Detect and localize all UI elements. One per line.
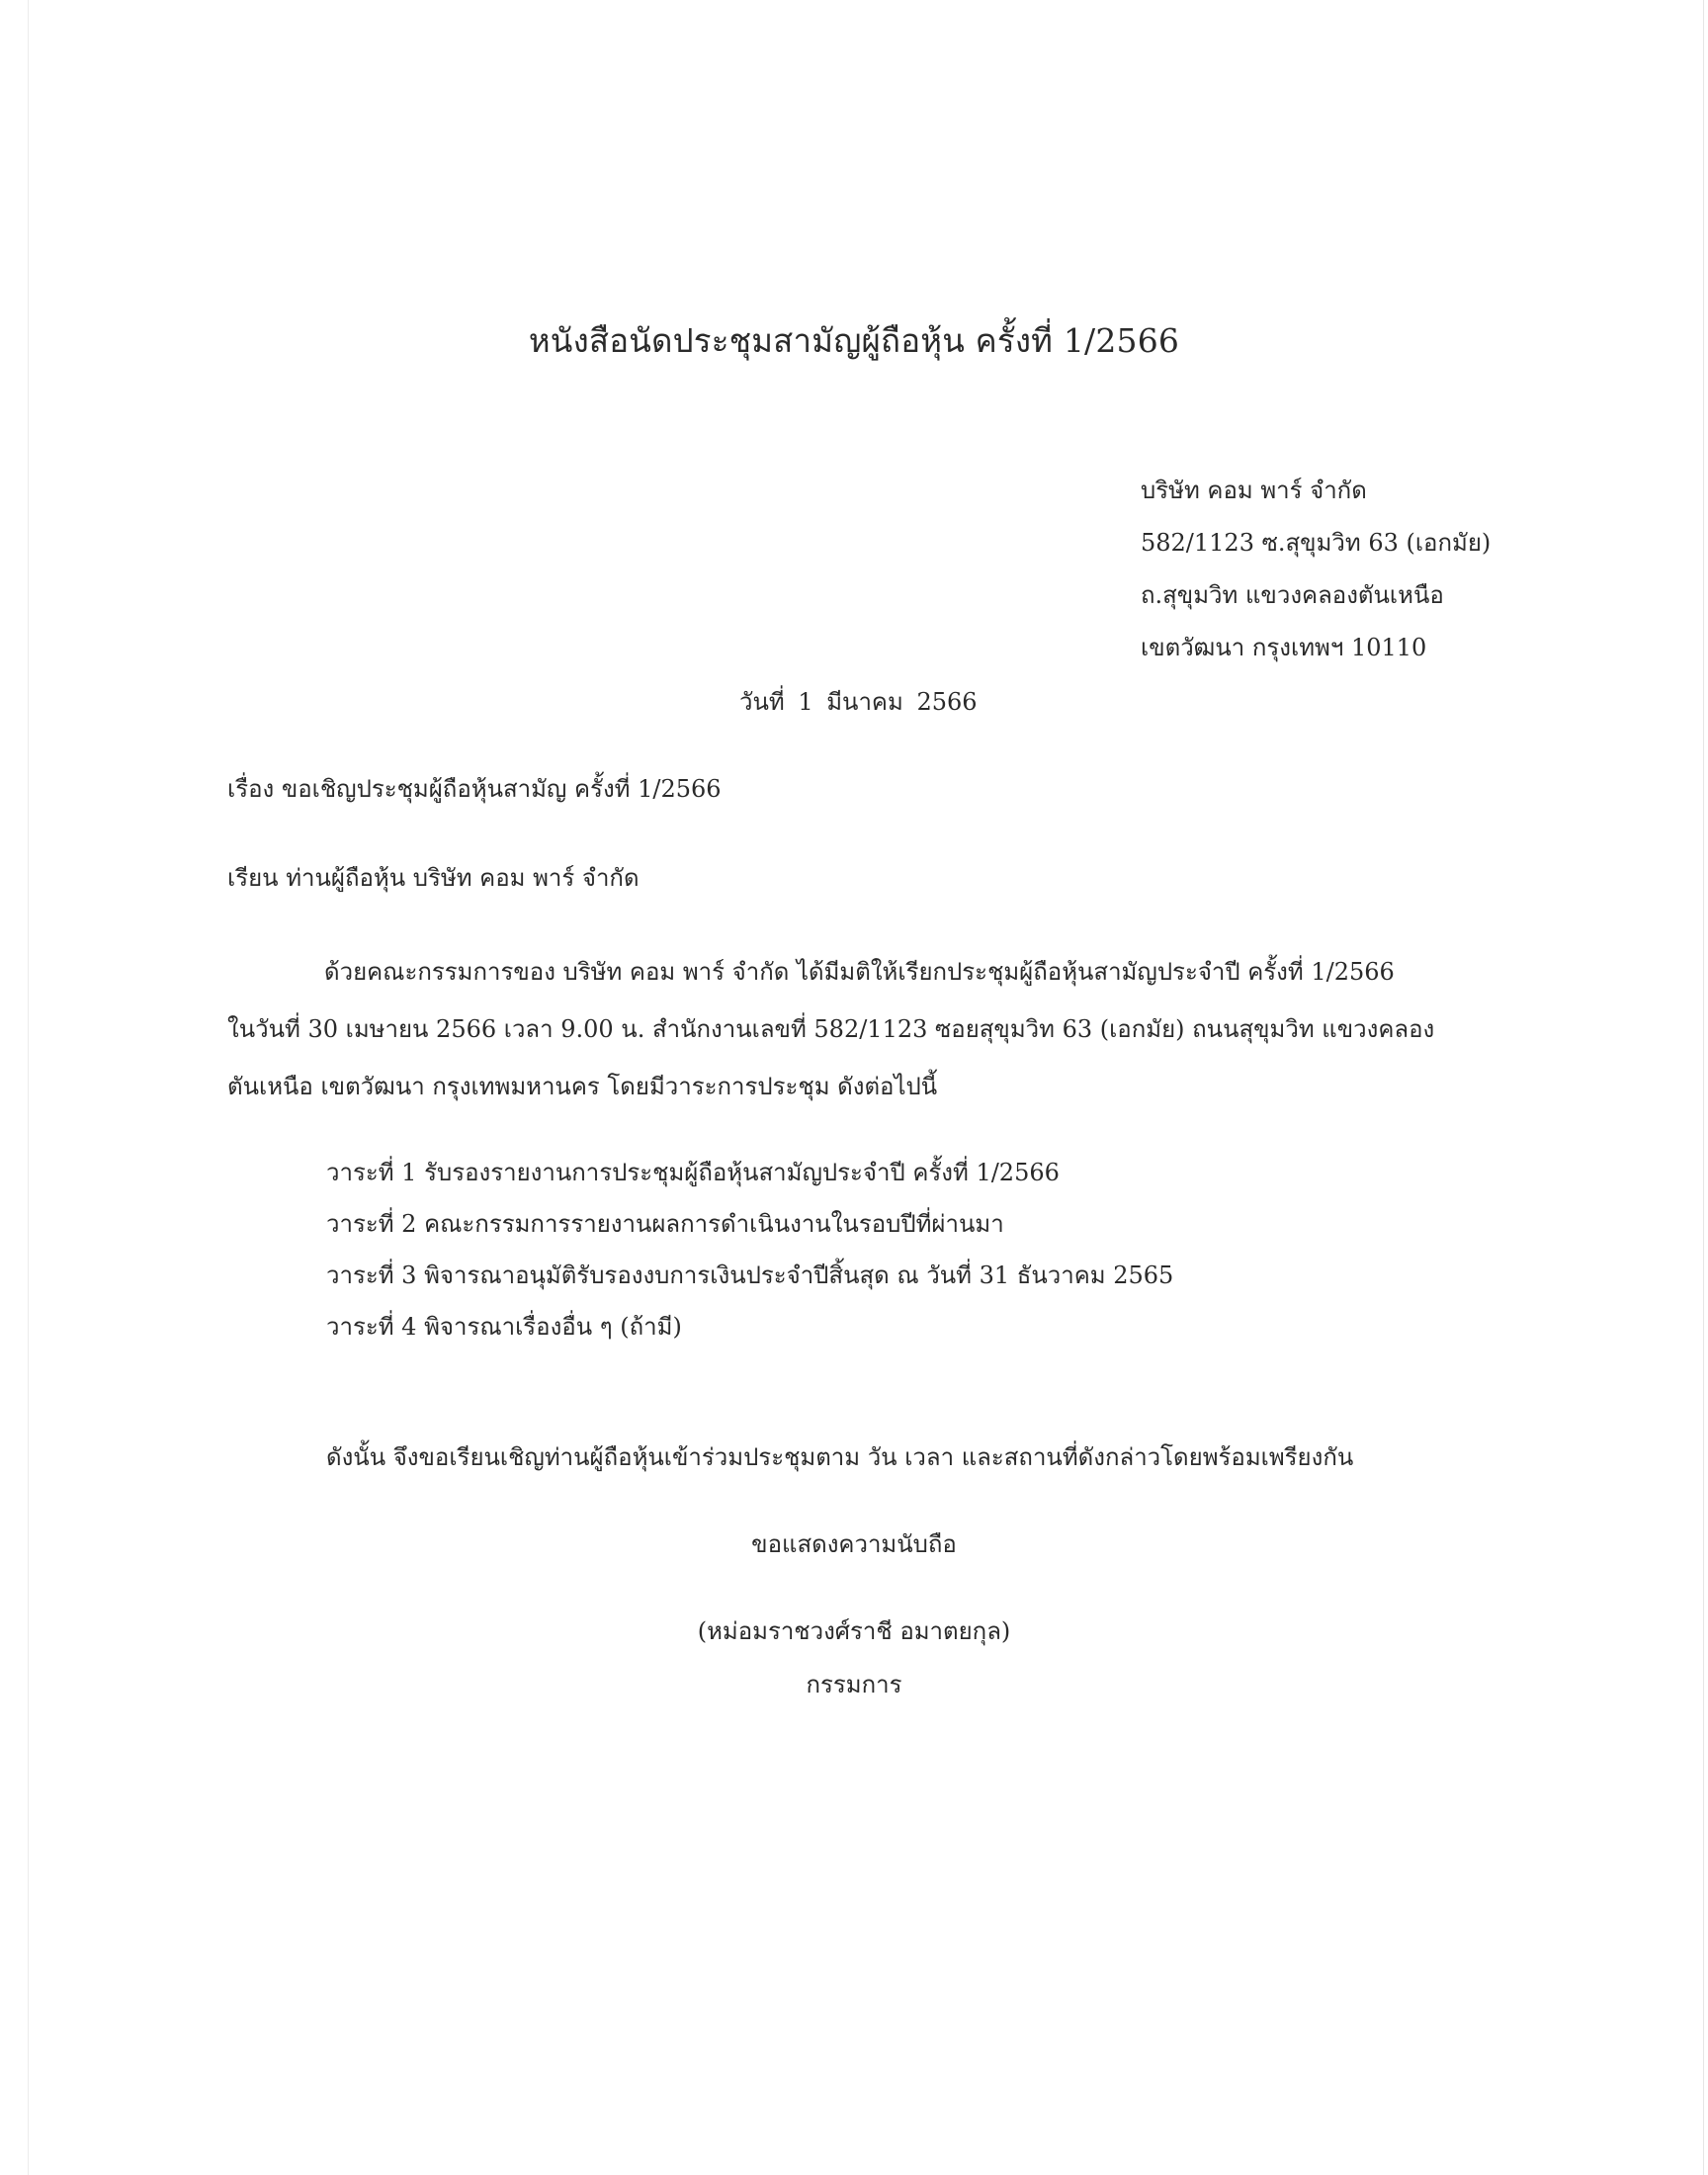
address-line: 582/1123 ซ.สุขุมวิท 63 (เอกมัย): [1141, 529, 1492, 557]
agenda-item: วาระที่ 1 รับรองรายงานการประชุมผู้ถือหุ้นสามัญประจำปี ครั้งที่ 1/2566: [326, 1159, 1060, 1186]
signer-name: (หม่อมราชวงศ์ราชี อมาตยกุล): [697, 1617, 1011, 1645]
closing-regards: ขอแสดงความนับถือ: [751, 1530, 957, 1558]
address-line: เขตวัฒนา กรุงเทพฯ 10110: [1141, 634, 1427, 661]
agenda-item: วาระที่ 3 พิจารณาอนุมัติรับรองงบการเงินประจำปีสิ้นสุด ณ วันที่ 31 ธันวาคม 2565: [326, 1262, 1174, 1289]
signer-title: กรรมการ: [806, 1671, 902, 1698]
closing-paragraph: ดังนั้น จึงขอเรียนเชิญท่านผู้ถือหุ้นเข้าร่วมประชุมตาม วัน เวลา และสถานที่ดังกล่าวโดยพร้อมเพรียงกัน: [326, 1443, 1354, 1471]
letter-subject: เรื่อง ขอเชิญประชุมผู้ถือหุ้นสามัญ ครั้งที่ 1/2566: [227, 775, 722, 803]
body-line: ด้วยคณะกรรมการของ บริษัท คอม พาร์ จำกัด ได้มีมติให้เรียกประชุมผู้ถือหุ้นสามัญประจำปี ครั้งที่ 1/2566: [324, 958, 1395, 986]
letter-date: วันที่ 1 มีนาคม 2566: [739, 688, 978, 716]
body-paragraph: [227, 943, 1475, 1115]
document-title: หนังสือนัดประชุมสามัญผู้ถือหุ้น ครั้งที่ 1/2566: [528, 321, 1180, 360]
sender-address: [1141, 465, 1491, 674]
letter-salutation: เรียน ท่านผู้ถือหุ้น บริษัท คอม พาร์ จำกัด: [227, 864, 640, 892]
agenda-item: วาระที่ 2 คณะกรรมการรายงานผลการดำเนินงานในรอบปีที่ผ่านมา: [326, 1210, 1004, 1238]
address-line: ถ.สุขุมวิท แขวงคลองตันเหนือ: [1141, 581, 1444, 609]
body-line: ตันเหนือ เขตวัฒนา กรุงเทพมหานคร โดยมีวาระการประชุม ดังต่อไปนี้: [227, 1073, 938, 1100]
agenda-list: [326, 1147, 1173, 1352]
body-line: ในวันที่ 30 เมษายน 2566 เวลา 9.00 น. สำนักงานเลขที่ 582/1123 ซอยสุขุมวิท 63 (เอกมัย) ถนนสุขุมวิท แขวงคลอง: [227, 1015, 1435, 1043]
address-line: บริษัท คอม พาร์ จำกัด: [1141, 477, 1367, 504]
agenda-item: วาระที่ 4 พิจารณาเรื่องอื่น ๆ (ถ้ามี): [326, 1313, 682, 1341]
